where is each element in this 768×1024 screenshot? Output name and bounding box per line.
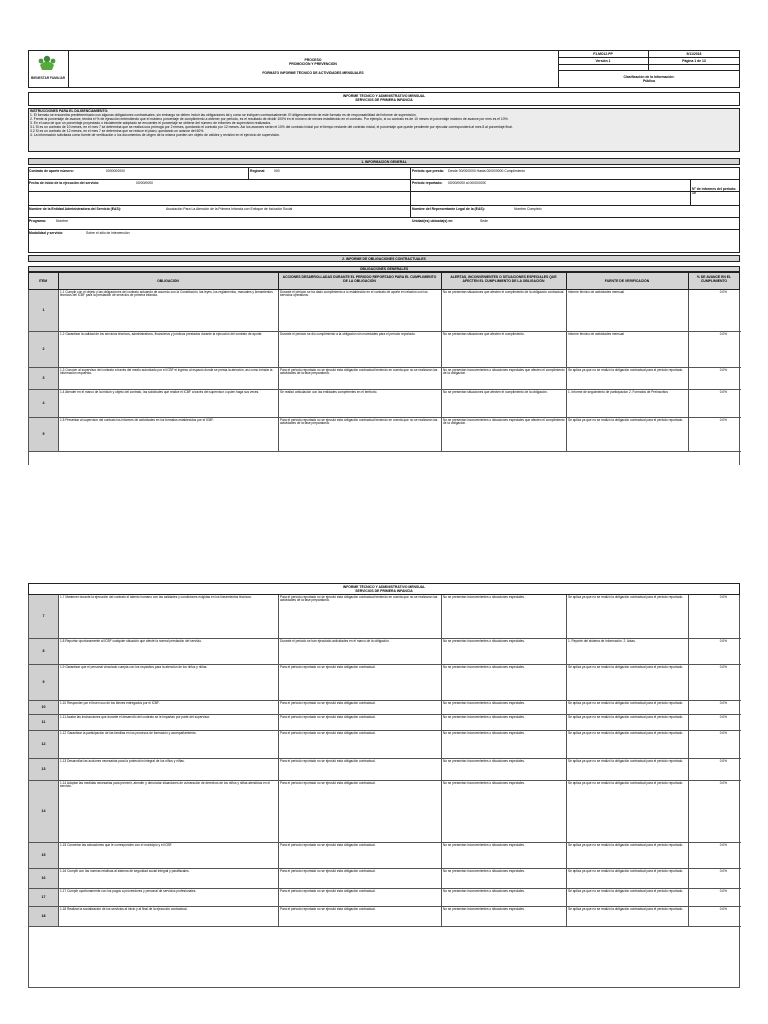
cell-actions: Para el periodo reportado no se ejecutó esta obligación contractual. — [279, 907, 442, 926]
cell-alerts: No se presentan inconvenientes o situaciones especiales. — [442, 843, 567, 868]
table-row — [29, 639, 741, 665]
col-alerts: ALERTAS, INCONVENIENTES O SITUACIONES ESPECIALES QUE AFECTEN EL CUMPLIMIENTO DE LA OBLIGACIÓN — [450, 275, 557, 283]
cell-pct: 0.0% — [719, 889, 727, 893]
col-source: FUENTE DE VERIFICACIÓN — [604, 279, 650, 283]
cell-item: 10 — [29, 701, 59, 714]
format-code: F1.MO12.PP — [593, 51, 613, 56]
table-row — [29, 907, 741, 927]
cell-item: 1 — [29, 290, 59, 331]
cell-alerts: No se presentan inconvenientes o situaciones especiales. — [442, 759, 567, 780]
instruction-line: 1. El formato se encuentra predeterminado con algunas obligaciones contractuales, sin embargo se deben incluir las obligaciones tal y como se indiquen contractualmente. El diligenciamiento de este formato es de responsabilidad del informe de supervisión. — [30, 113, 417, 117]
modality-value: Sobre el sitio de intervención — [86, 231, 130, 235]
cell-obligation: 1.13 Desarrollar las acciones necesarias para la protección integral de los niños y niñas. — [59, 759, 279, 780]
instructions-heading: INSTRUCCIONES PARA EL DILIGENCIAMIENTO: — [30, 109, 109, 113]
cell-actions: Para el periodo reportado no se ejecutó esta obligación contractual. — [279, 889, 442, 906]
cell-item: 14 — [29, 781, 59, 842]
cell-item: 15 — [29, 843, 59, 868]
cell-obligation: 1.4 Atender en el marco de la misión y objeto del contrato, las solicitudes que realice el ICBF a través del supervisor o quien haga sus veces. — [59, 390, 279, 417]
period-value: Desde 00/00/0000 Hasta 00/00/0000 Cumplimiento — [448, 169, 526, 173]
cell-item: 11 — [29, 715, 59, 730]
rep-label: Nombre del Representante Legal de la (EAS): — [412, 207, 485, 211]
regional-label: Regional: — [250, 169, 266, 173]
unit-value: Sede — [480, 219, 488, 223]
cell-alerts: No se presentan situaciones que afecten el cumplimiento de la obligación contractual. — [442, 290, 567, 331]
program-value: Nombre — [56, 219, 69, 223]
period2-value: 00/00/0000 al 00/00/0000 — [448, 181, 487, 185]
cell-obligation: 1.8 Reportar oportunamente al ICBF cualquier situación que afecte la normal prestación del servicio. — [59, 639, 279, 664]
cell-obligation: 1.14 Adoptar las medidas necesarias para prevenir, atender y denunciar situaciones de vulneración de derechos de los niños y niñas atendidos en el servicio. — [59, 781, 279, 842]
cell-pct: 0.0% — [719, 869, 727, 873]
cell-pct: 0.0% — [719, 701, 727, 705]
cell-pct: 0.0% — [719, 418, 727, 422]
col-obligation: OBLIGACIÓN — [157, 279, 179, 283]
cell-actions: Para el periodo reportado no se ejecutó esta obligación contractual. — [279, 665, 442, 700]
cell-source: Se aplica ya que no se realizó la obligación contractual para el periodo reportado. — [567, 418, 689, 451]
table-row — [29, 731, 741, 759]
cell-item: 18 — [29, 907, 59, 926]
cell-obligation: 1.3 Conocer al supervisor del contrato a través del medio autorizado por el ICBF el ingreso al espacio donde se presta la atención, así como brindar la información requerida. — [59, 368, 279, 389]
contract-value: 0000000000 — [106, 169, 125, 173]
cell-obligation: 1.11 Acatar las instrucciones que durante el desarrollo del contrato se le impartan por parte del supervisor. — [59, 715, 279, 730]
classification-value: Pública — [642, 79, 656, 83]
cell-source: Se aplica ya que no se realizó la obligación contractual para el periodo reportado. — [567, 715, 689, 730]
period2-label: Periodo reportado: — [412, 181, 443, 185]
cell-actions: Para el periodo reportado no se ejecutó esta obligación contractual teniendo en cuenta que no se realizaron las actividades de la fase preparatoria. — [279, 595, 442, 638]
cell-obligation: 1.7 Mantener durante la ejecución del contrato el talento humano con las calidades y condiciones exigidas en los lineamientos técnicos. — [59, 595, 279, 638]
table-row — [29, 781, 741, 843]
unit-label: Unidad(es) ubicada(s) en: — [412, 219, 454, 223]
report-title: INFORME TÉCNICO Y ADMINISTRATIVO MENSUAL — [342, 94, 426, 98]
cell-pct: 0.0% — [719, 390, 727, 394]
cell-source: Se aplica ya que no se realizó la obligación contractual para el periodo reportado. — [567, 869, 689, 888]
obligations-table-body — [28, 595, 740, 988]
table-row — [29, 595, 741, 639]
table-row — [29, 368, 741, 390]
table-row — [29, 843, 741, 869]
instruction-line: 3. En el caso de que un porcentaje proyectado o inicialmente adoptado se encuentre el porcentaje se obtiene del número de informes de supervisión realizados. — [30, 121, 272, 125]
cell-alerts: No se presentan inconvenientes o situaciones especiales que afecten el cumplimiento de la obligación. — [442, 418, 567, 451]
cell-pct: 0.0% — [719, 759, 727, 763]
cell-item: 4 — [29, 390, 59, 417]
group-title: OBLIGACIONES GENERALES — [359, 267, 409, 271]
cell-source: Se aplica ya que no se realizó la obligación contractual para el periodo reportado. — [567, 843, 689, 868]
brand-name: BIENESTAR FAMILIAR — [30, 76, 66, 80]
report-subtitle: SERVICIOS DE PRIMERA INFANCIA — [355, 588, 413, 593]
cell-item: 8 — [29, 639, 59, 664]
modality-label: Modalidad y servicio: — [29, 231, 64, 235]
page-number: Página 1 de 13 — [682, 58, 706, 63]
cell-obligation: 1.5 Presentar al supervisor del contrato los informes de actividades en los formatos establecidos por el ICBF. — [59, 418, 279, 451]
cell-actions: Se realizó articulación con las entidades competentes en el territorio. — [279, 390, 442, 417]
cell-actions: Para el periodo reportado no se ejecutó esta obligación contractual. — [279, 731, 442, 758]
table-row — [29, 715, 741, 731]
table-row — [29, 290, 741, 332]
cell-pct: 0.0% — [719, 715, 727, 719]
cell-pct: 0.0% — [719, 639, 727, 643]
cell-item: 3 — [29, 368, 59, 389]
cell-source: Se aplica ya que no se realizó la obligación contractual para el periodo reportado. — [567, 368, 689, 389]
cell-alerts: No se presentan situaciones que afecten el cumplimiento. — [442, 332, 567, 367]
classification-label: Clasificación de la Información: — [623, 75, 675, 79]
cell-source: Informe técnico de actividades mensual — [567, 290, 689, 331]
format-date: 5/11/2018 — [686, 51, 702, 56]
cell-source: 1. Reporte del sistema de información. 2. Actas. — [567, 639, 689, 664]
obligations-table-body — [28, 290, 740, 465]
cell-source: Se aplica ya que no se realizó la obligación contractual para el periodo reportado. — [567, 781, 689, 842]
cell-obligation: 1.18 Realizar la socialización de los servicios al inicio y al final de la ejecución contractual. — [59, 907, 279, 926]
cell-obligation: 1.15 Concertar las actuaciones que le corresponden con el municipio y el ICBF. — [59, 843, 279, 868]
cell-source: 1. Informe de seguimiento de participación 2. Formatos de Preinscritos — [567, 390, 689, 417]
regional-value: 000 — [274, 169, 280, 173]
instruction-line: 3.1 Si es un contrato de 10 meses, en el mes 7 se determina que se realiza una prórroga por 2 meses, quedando el contrato por 12 meses. Así los avances serán el 10% del contrato inicial por el tiempo restante del contrato inicial, el porcentaje que quede pendiente por ejecutar corresponderá al mes 8 al porcentaje final. — [30, 125, 513, 129]
cell-obligation: 1.10 Responder por el buen uso de los bienes entregados por el ICBF. — [59, 701, 279, 714]
cell-source: Se aplica ya que no se realizó la obligación contractual para el periodo reportado. — [567, 889, 689, 906]
cell-obligation: 1.17 Cumplir oportunamente con los pagos a proveedores y personal de servicios profesionales. — [59, 889, 279, 906]
cell-item: 13 — [29, 759, 59, 780]
rep-value: Nombre Completo — [514, 207, 542, 211]
cell-obligation: 1.1 Cumplir con el objeto y las obligaciones del contrato actuando de acuerdo con la Constitución, las leyes, los reglamentos, manuales y lineamientos técnicos del ICBF para la prestación de servicios de primera infancia. — [59, 290, 279, 331]
cell-source: Se aplica ya que no se realizó la obligación contractual para el periodo reportado. — [567, 907, 689, 926]
cell-alerts: No se presentan inconvenientes o situaciones especiales. — [442, 869, 567, 888]
cell-item: 2 — [29, 332, 59, 367]
cell-pct: 0.0% — [719, 781, 727, 785]
cell-actions: Para el periodo reportado no se ejecutó esta obligación contractual teniendo en cuenta que no se realizaron las actividades de la fase preparatoria. — [279, 368, 442, 389]
cell-actions: Durante el periodo se han ejecutado actividades en el marco de la obligación. — [279, 639, 442, 664]
start-value: 00/00/0000 — [136, 181, 153, 185]
entity-value: Asociación Para La Atención de la Primera Infancia con Enfoque de Inclusión Social — [166, 207, 293, 211]
cell-alerts: No se presentan inconvenientes o situaciones especiales. — [442, 701, 567, 714]
cell-alerts: No se presentan inconvenientes o situaciones especiales. — [442, 665, 567, 700]
cell-obligation: 1.9 Garantizar que el personal vinculado cumpla con los requisitos para la atención de los niños y niñas. — [59, 665, 279, 700]
months-label: N° de informes del periodo: 10 — [692, 187, 737, 195]
cell-actions: Para el periodo reportado no se ejecutó esta obligación contractual. — [279, 715, 442, 730]
cell-pct: 0.0% — [719, 665, 727, 669]
cell-pct: 0.0% — [719, 843, 727, 847]
program-label: Programa: — [29, 219, 46, 223]
cell-actions: Para el periodo reportado no se ejecutó esta obligación contractual. — [279, 869, 442, 888]
table-row — [29, 759, 741, 781]
cell-actions: Para el periodo reportado no se ejecutó esta obligación contractual. — [279, 759, 442, 780]
cell-source: Informe técnico de actividades mensual — [567, 332, 689, 367]
instruction-line: 3.2 Si es un contrato de 12 meses, en el mes 7 se determina que se reduce el plazo, quedando un avance del 60%. — [30, 129, 205, 133]
cell-source: Se aplica ya que no se realizó la obligación contractual para el periodo reportado. — [567, 759, 689, 780]
cell-item: 9 — [29, 665, 59, 700]
contract-label: Contrato de aporte número: — [29, 169, 74, 173]
table-row — [29, 665, 741, 701]
general-info-title: 1. INFORMACIÓN GENERAL — [361, 159, 407, 164]
cell-pct: 0.0% — [719, 731, 727, 735]
cell-pct: 0.0% — [719, 332, 727, 336]
cell-source: Se aplica ya que no se realizó la obligación contractual para el periodo reportado. — [567, 595, 689, 638]
cell-alerts: No se presentan inconvenientes o situaciones especiales. — [442, 889, 567, 906]
document-page-1 — [28, 50, 740, 470]
cell-item: 5 — [29, 418, 59, 451]
cell-pct: 0.0% — [719, 595, 727, 599]
cell-alerts: No se presentan inconvenientes o situaciones especiales. — [442, 907, 567, 926]
cell-source: Se aplica ya que no se realizó la obligación contractual para el periodo reportado. — [567, 701, 689, 714]
col-actions: ACCIONES DESARROLLADAS DURANTE EL PERIODO REPORTADO PARA EL CUMPLIMIENTO DE LA OBLIGACIÓN — [282, 275, 437, 283]
cell-alerts: No se presentan inconvenientes o situaciones especiales. — [442, 639, 567, 664]
cell-item: 12 — [29, 731, 59, 758]
instruction-line: 4. La información solicitada como fuente de verificación o los documentos de origen de la misma pueden ser objeto de validez y revisión en el ejercicio de supervisión. — [30, 133, 281, 137]
cell-source: Se aplica ya que no se realizó la obligación contractual para el periodo reportado. — [567, 731, 689, 758]
start-label: Fecha de inicio de la ejecución del servicio: — [29, 181, 100, 185]
cell-item: 7 — [29, 595, 59, 638]
entity-label: Nombre de la Entidad Administradora del Servicio (EAS): — [29, 207, 122, 211]
instruction-line: 2. Frente al porcentaje de avance, tendrá el % de ejecución entendiendo que el máximo porcentaje de cumplimiento a obtener por periodo, es el resultado de dividir 100% en el número de meses establecido en el contrato. Por ejemplo, si su contrato es de 10 meses el porcentaje máximo de avance por mes es el 10%. — [30, 117, 509, 121]
col-pct: % DE AVANCE EN EL CUMPLIMIENTO — [696, 275, 732, 283]
cell-pct: 0.0% — [719, 290, 727, 294]
table-row — [29, 701, 741, 715]
cell-obligation: 1.2 Garantizar la calidad de los servicios técnicos, administrativos, financieros y jurídicos prestados durante la ejecución del contrato de aporte. — [59, 332, 279, 367]
cell-alerts: No se presentan inconvenientes o situaciones especiales. — [442, 731, 567, 758]
cell-pct: 0.0% — [719, 907, 727, 911]
cell-actions: Para el periodo reportado no se ejecutó esta obligación contractual. — [279, 701, 442, 714]
report-title: INFORME TÉCNICO Y ADMINISTRATIVO MENSUAL — [342, 584, 426, 589]
table-row — [29, 418, 741, 452]
report-subtitle: SERVICIOS DE PRIMERA INFANCIA — [355, 98, 413, 102]
cell-actions: Para el periodo reportado no se ejecutó esta obligación contractual. — [279, 843, 442, 868]
cell-alerts: No se presentan inconvenientes o situaciones especiales. — [442, 595, 567, 638]
cell-actions: Durante el periodo se ha dado cumplimiento a lo establecido en el contrato de aporte en relación con los servicios operativos. — [279, 290, 442, 331]
cell-actions: Para el periodo reportado no se ejecutó esta obligación contractual teniendo en cuenta que no se realizaron las actividades de la fase preparatoria. — [279, 418, 442, 451]
process-label: PROCESO — [304, 58, 322, 62]
cell-item: 17 — [29, 889, 59, 906]
cell-actions: Para el periodo reportado no se ejecutó esta obligación contractual. — [279, 781, 442, 842]
format-title: FORMATO INFORME TÉCNICO DE ACTIVIDADES MENSUALES — [262, 71, 364, 75]
cell-actions: Durante el periodo se dio cumplimiento a la obligación sin novedades para el periodo reportado. — [279, 332, 442, 367]
cell-source: Se aplica ya que no se realizó la obligación contractual para el periodo reportado. — [567, 665, 689, 700]
cell-obligation: 1.16 Cumplir con las normas relativas al sistema de seguridad social integral y parafiscales. — [59, 869, 279, 888]
period-label: Periodo que presta: — [412, 169, 444, 173]
table-row — [29, 332, 741, 368]
document-page-2 — [28, 583, 740, 991]
table-row — [29, 869, 741, 889]
cell-alerts: No se presentan inconvenientes o situaciones especiales que afecten el cumplimiento de la obligación. — [442, 368, 567, 389]
cell-pct: 0.0% — [719, 368, 727, 372]
cell-obligation: 1.12 Garantizar la participación de las familias en los procesos de formación y acompañamiento. — [59, 731, 279, 758]
cell-alerts: No se presentan inconvenientes o situaciones especiales. — [442, 715, 567, 730]
cell-item: 16 — [29, 869, 59, 888]
col-item: ITEM — [38, 279, 48, 283]
format-version: Versión 1 — [595, 58, 611, 63]
process-name: PROMOCIÓN Y PREVENCIÓN — [289, 62, 337, 66]
table-row — [29, 390, 741, 418]
table-row — [29, 889, 741, 907]
cell-alerts: No se presentan situaciones que afecten el cumplimiento de la obligación. — [442, 390, 567, 417]
cell-alerts: No se presentan inconvenientes o situaciones especiales. — [442, 781, 567, 842]
obligations-title: 2. INFORME DE OBLIGACIONES CONTRACTUALES — [342, 256, 426, 261]
